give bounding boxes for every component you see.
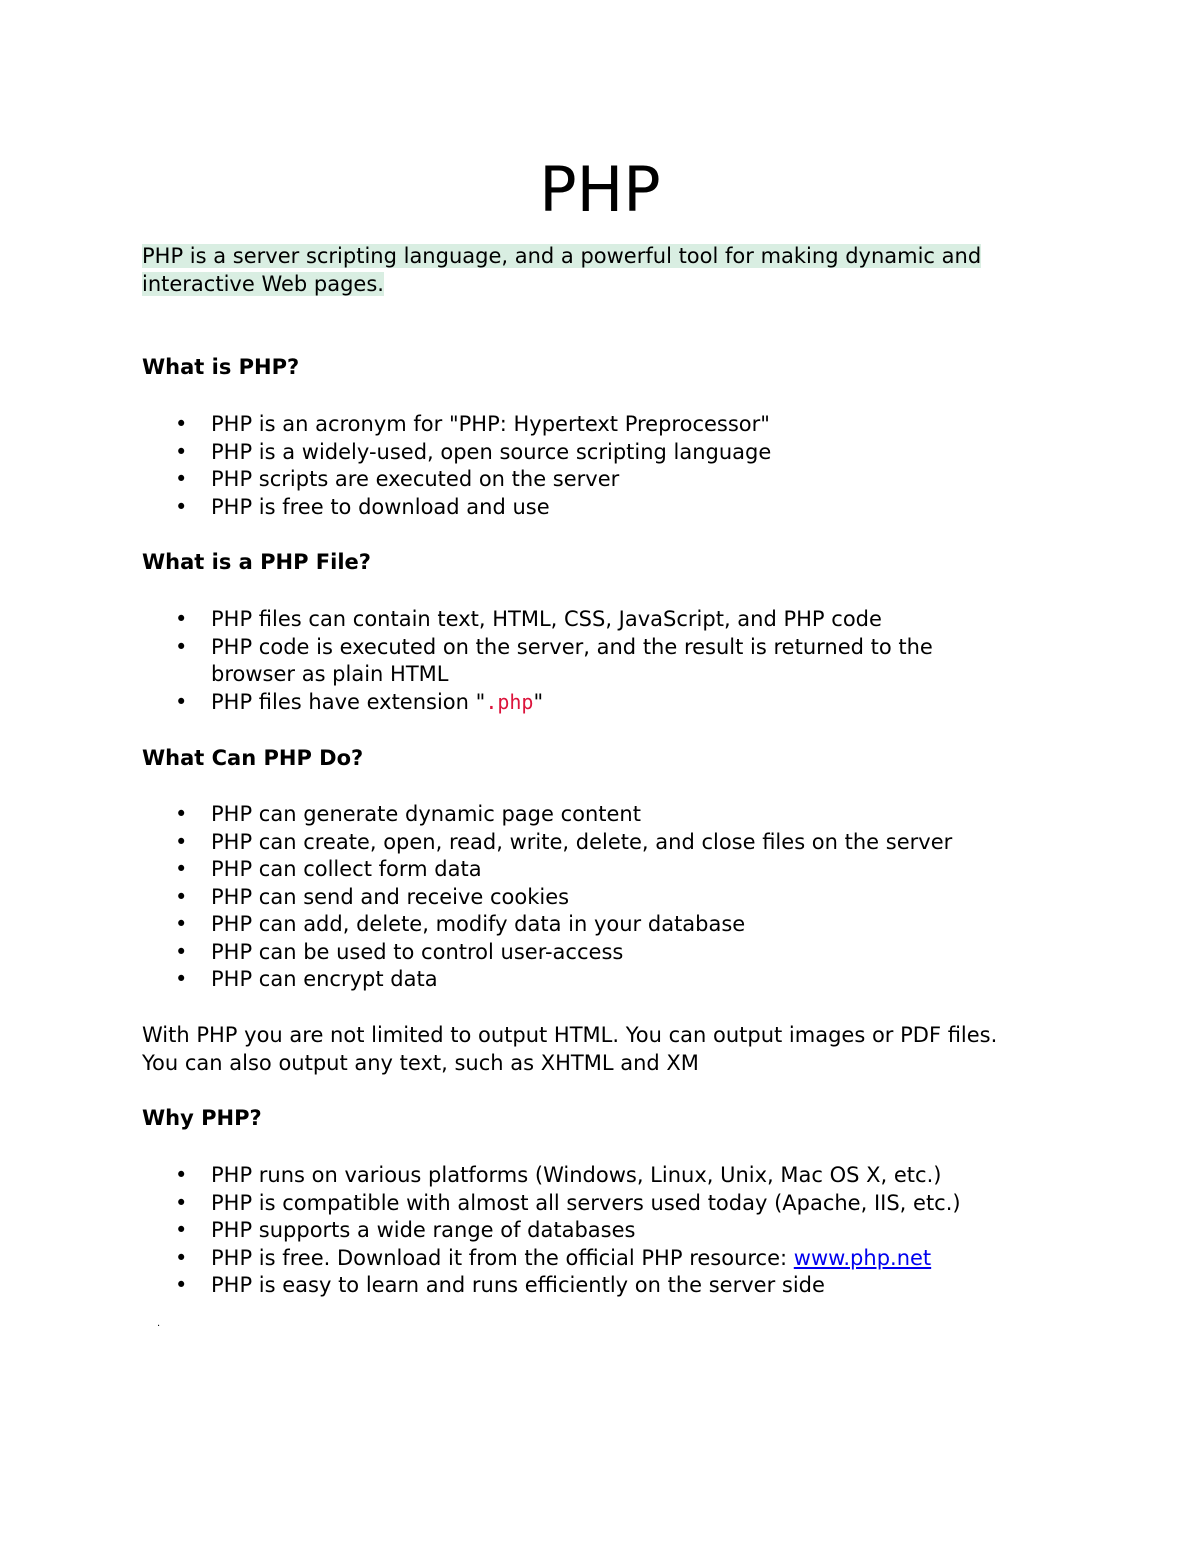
list-item: • PHP is a widely-used, open source scripting language	[142, 439, 1062, 467]
list-item: • PHP can send and receive cookies	[142, 884, 1062, 912]
heading-what-can-php-do: What Can PHP Do?	[142, 746, 364, 770]
heading-php-file: What is a PHP File?	[142, 550, 371, 574]
list-item: • PHP is free to download and use	[142, 494, 1062, 522]
list-item: • PHP scripts are executed on the server	[142, 466, 1062, 494]
list-php-file	[142, 606, 1002, 716]
trailing-mark: .	[157, 1318, 161, 1329]
list-item: • PHP supports a wide range of databases	[142, 1217, 1102, 1245]
list-item: • PHP code is executed on the server, and the result is returned to the browser as plain HTML	[142, 634, 1002, 689]
php-extension-code: .php	[485, 689, 534, 714]
list-item	[142, 1245, 1102, 1273]
php-net-link[interactable]: www.php.net	[793, 1245, 932, 1270]
intro-text: PHP is a server scripting language, and a powerful tool for making dynamic and interactive Web pages.	[142, 244, 982, 296]
list-item: • PHP can add, delete, modify data in your database	[142, 911, 1062, 939]
list-item: • PHP is compatible with almost all servers used today (Apache, IIS, etc.)	[142, 1190, 1102, 1218]
heading-why-php: Why PHP?	[142, 1106, 262, 1130]
list-item: • PHP can generate dynamic page content	[142, 801, 1062, 829]
list-what-can-php-do	[142, 801, 1062, 994]
list-item: • PHP is an acronym for "PHP: Hypertext Preprocessor"	[142, 411, 1062, 439]
list-item: • PHP runs on various platforms (Windows, Linux, Unix, Mac OS X, etc.)	[142, 1162, 1102, 1190]
list-what-is-php	[142, 411, 1062, 521]
intro-paragraph	[142, 243, 1062, 298]
list-item: • PHP can be used to control user-access	[142, 939, 1062, 967]
list-item: • PHP can encrypt data	[142, 966, 1062, 994]
list-item: • PHP can create, open, read, write, delete, and close files on the server	[142, 829, 1062, 857]
ext-prefix: PHP files have extension "	[211, 689, 486, 714]
ext-suffix: "	[533, 689, 544, 714]
list-item: • PHP can collect form data	[142, 856, 1062, 884]
heading-what-is-php: What is PHP?	[142, 355, 300, 379]
link-prefix: PHP is free. Download it from the official PHP resource:	[211, 1245, 794, 1270]
output-paragraph: With PHP you are not limited to output HTML. You can output images or PDF files. You can also output any text, such as XHTML and XM	[142, 1023, 998, 1075]
page-title: PHP	[539, 153, 661, 226]
list-item	[142, 689, 1002, 717]
list-why-php	[142, 1162, 1102, 1300]
list-item: • PHP files can contain text, HTML, CSS, JavaScript, and PHP code	[142, 606, 1002, 634]
list-item: • PHP is easy to learn and runs efficiently on the server side	[142, 1272, 1102, 1300]
